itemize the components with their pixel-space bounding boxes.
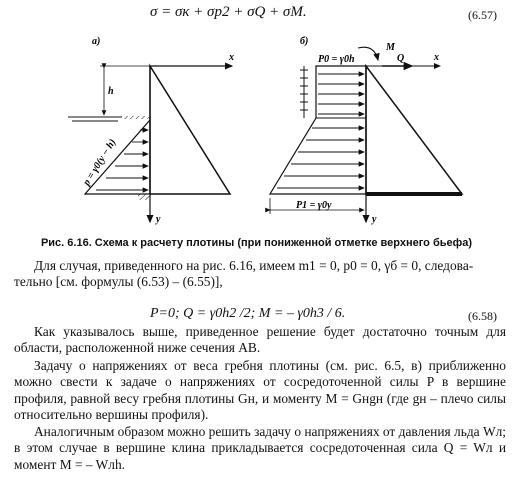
pressure-triangle-a (85, 120, 150, 194)
paragraph-1 (14, 258, 506, 291)
figure-caption: Рис. 6.16. Схема к расчету плотины (при пониженной отметке верхнего бьефа) (40, 237, 473, 249)
paragraph-2 (14, 324, 506, 357)
paragraph-3 (14, 358, 506, 423)
dam-profile-a (150, 66, 230, 194)
para1-line2: тельно [см. формулы (6.53) – (6.55)], (14, 274, 223, 290)
para2-text: Как указывалось выше, приведенное решение будет достаточно точным для области, расположенной ниже сечения AB. (14, 324, 506, 356)
p0-label: P0 = γ0h (318, 54, 355, 65)
moment-arrow (358, 47, 378, 60)
top-equation-number: (6.57) (468, 8, 497, 22)
top-equation: σ = σк + σp2 + σQ + σM. (150, 4, 307, 20)
moment-label: M (386, 42, 395, 53)
pressure-diagram-b (270, 66, 366, 194)
equation-6-58: P=0; Q = γ0h2 /2; M = – γ0h3 / 6. (150, 306, 346, 321)
para4-text: Аналогичным образом можно решить задачу о напряжениях от давления льда Wл; в этом случае в вершине клина прикладывается сосредоточенная сила Q = Wл и момент M = – Wлh. (14, 424, 506, 472)
para1-line1: Для случая, приведенного на рис. 6.16, имеем m1 = 0, p0 = 0, γб = 0, следова- (34, 258, 474, 273)
label-a: a) (92, 36, 101, 47)
x-label-a: x (229, 52, 234, 63)
x-label-b: x (434, 52, 439, 63)
h-label-a: h (108, 86, 114, 97)
pressure-label-a: p = γ0(y − h) (81, 137, 119, 188)
y-label-a: y (156, 214, 161, 225)
label-b: б) (300, 36, 309, 47)
equation-6-58-number: (6.58) (468, 309, 497, 323)
q-label: Q (397, 53, 405, 64)
y-label-b: y (372, 214, 377, 225)
base-pressure-label: P1 = γ0y (296, 200, 332, 211)
para3-text: Задачу о напряжениях от веса гребня плотины (см. рис. 6.5, в) приближенно можно свести к задаче о напряжениях от сосредоточенной силы P в вершине профиля, равной весу гребня плотины Gн, и моменту M = Gнgн (где gн – плечо силы относительно вершины профиля). (14, 358, 506, 422)
dam-profile-b (366, 66, 462, 194)
dam-scheme-figure (0, 30, 513, 230)
paragraph-4 (14, 424, 506, 473)
